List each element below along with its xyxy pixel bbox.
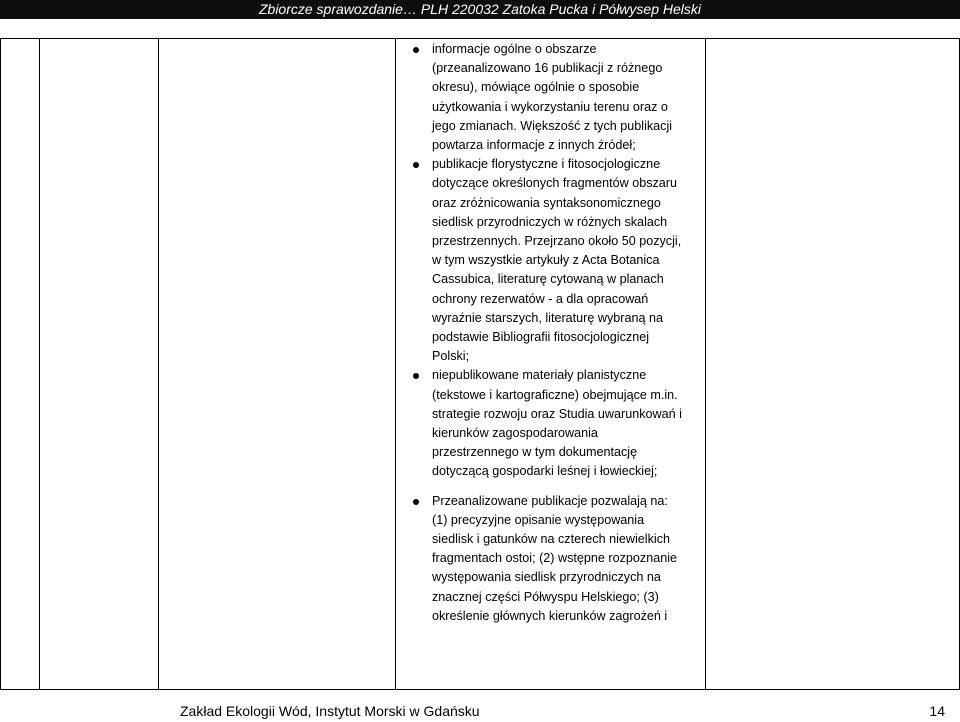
bullet-icon <box>413 162 419 168</box>
list-item <box>416 40 686 155</box>
list-item <box>416 366 686 481</box>
document-table <box>0 38 960 690</box>
table-column-divider <box>395 38 396 690</box>
footer-institution: Zakład Ekologii Wód, Instytut Morski w Gdańsku <box>180 703 480 719</box>
bullet-icon <box>413 47 419 53</box>
bullet-icon <box>413 373 419 379</box>
page-number: 14 <box>929 703 945 719</box>
list-item <box>416 492 686 626</box>
list-item-text: publikacje florystyczne i fitosocjologiczne dotyczące określonych fragmentów obszaru oraz zróżnicowania syntaksonomicznego siedlisk przyrodniczych w różnych skalach przestrzennych. Przejrzano około 50 pozycji, w tym wszystkie artykuły z Acta Botanica Cassubica, literaturę cytowaną w planach ochrony rezerwatów - a dla opracowań wyraźnie starszych, literaturę wybraną na podstawie Bibliografii fitosocjologicznej Polski; <box>432 157 682 364</box>
table-column-divider <box>705 38 706 690</box>
bullet-icon <box>413 499 419 505</box>
list-item-text: Przeanalizowane publikacje pozwalają na: (1) precyzyjne opisanie występowania siedlisk i gatunków na czterech niewielkich fragmentach ostoi; (2) wstępne rozpoznanie występowania siedlisk przyrodniczych na znacznej części Półwyspu Helskiego; (3) określenie głównych kierunków zagrożeń i <box>432 493 678 623</box>
list-item-text: niepublikowane materiały planistyczne (tekstowe i kartograficzne) obejmujące m.in. strategie rozwoju oraz Studia uwarunkowań i kierunków zagospodarowania przestrzennego w tym dokumentację dotyczącą gospodarki leśnej i łowieckiej; <box>432 368 682 479</box>
page-header <box>0 0 960 19</box>
table-column-divider <box>158 38 159 690</box>
table-column-divider <box>39 38 40 690</box>
table-cell-content <box>416 38 686 626</box>
list-item <box>416 155 686 366</box>
table-border-left <box>0 38 1 690</box>
header-title-italic: Zbiorcze sprawozdanie… <box>258 1 417 17</box>
table-bottom-border <box>0 689 960 690</box>
page-footer <box>180 700 945 722</box>
header-title: PLH 220032 Zatoka Pucka i Półwysep Helski <box>420 1 701 17</box>
list-item-text: informacje ogólne o obszarze (przeanalizowano 16 publikacji z różnego okresu), mówiące ogólnie o sposobie użytkowania i wykorzystaniu terenu oraz o jego zmianach. Większość z tych publikacji powtarza informacje z innych źródeł; <box>432 42 673 153</box>
